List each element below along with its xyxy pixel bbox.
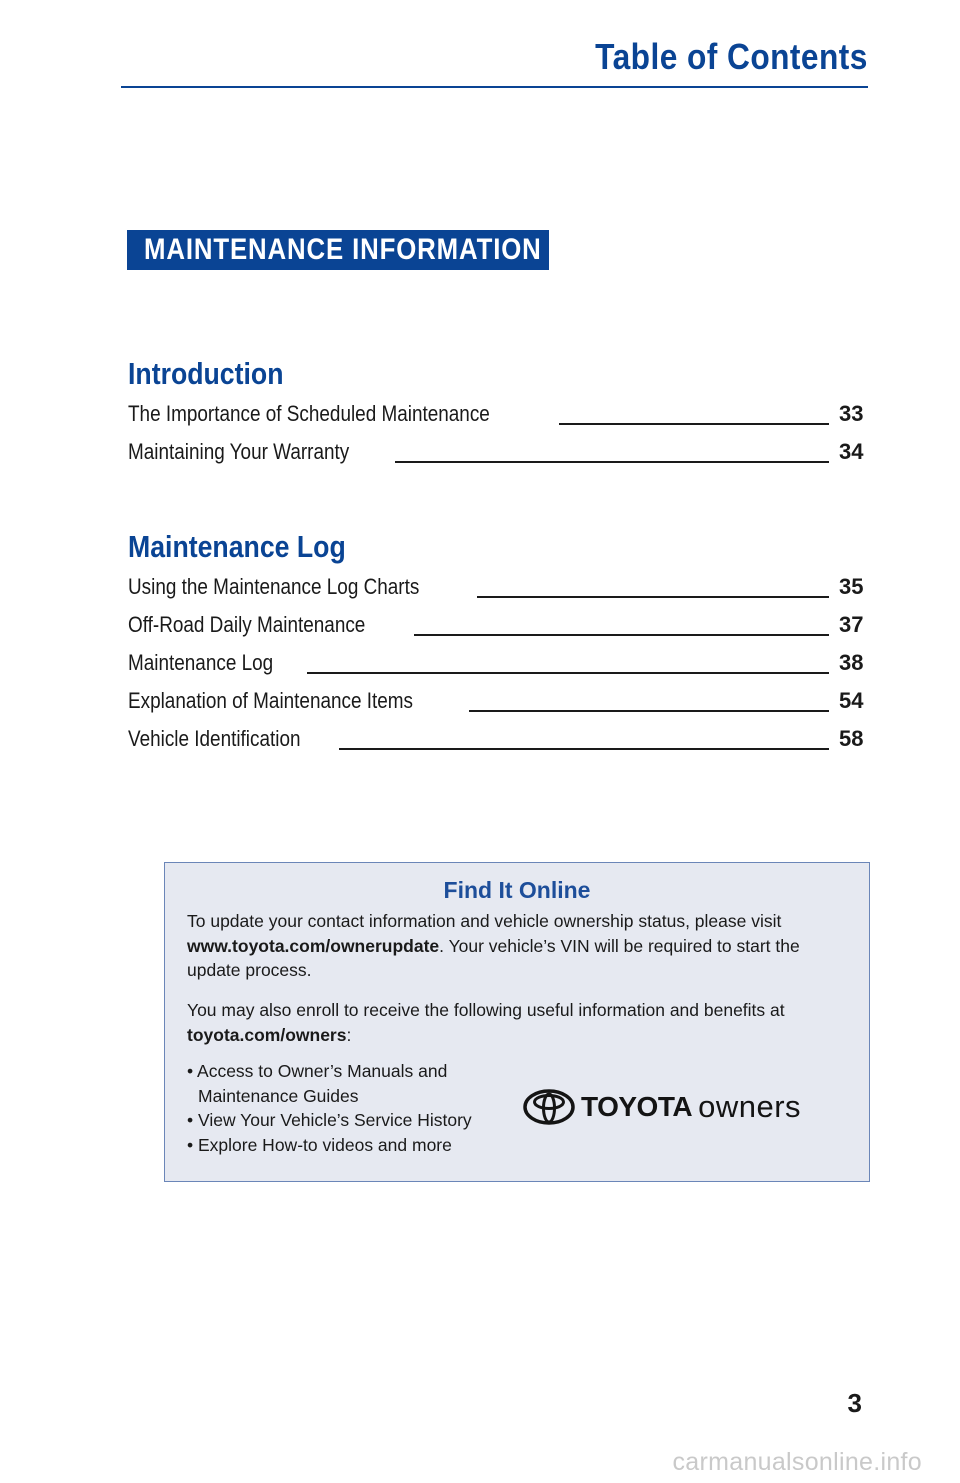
group-title-maintenance-log: Maintenance Log bbox=[128, 529, 346, 564]
logo-brand-text: TOYOTA bbox=[581, 1091, 693, 1122]
benefit-list bbox=[187, 1059, 507, 1157]
toc-entry-label: Maintaining Your Warranty bbox=[128, 439, 350, 464]
page-title: Table of Contents bbox=[595, 36, 868, 77]
find-online-title: Find It Online bbox=[443, 877, 591, 903]
owner-update-link[interactable]: www.toyota.com/ownerupdate bbox=[187, 935, 440, 956]
group-title-introduction: Introduction bbox=[128, 356, 284, 391]
section-banner bbox=[127, 230, 549, 270]
toc-entry-page: 54 bbox=[839, 688, 864, 713]
list-item: • Explore How-to videos and more bbox=[187, 1134, 452, 1155]
enroll-text-end: : bbox=[346, 1024, 352, 1045]
toc-entry-label: Maintenance Log bbox=[128, 650, 274, 675]
owner-update-text-start: To update your contact information and vehicle ownership status, please visit bbox=[187, 911, 782, 931]
toc-entry-page: 38 bbox=[839, 650, 864, 675]
toyota-emblem-icon bbox=[523, 1089, 575, 1125]
owners-link[interactable]: toyota.com/owners bbox=[187, 1024, 347, 1045]
toc-entry[interactable] bbox=[128, 572, 864, 600]
toc-entry-label: Using the Maintenance Log Charts bbox=[128, 574, 420, 599]
toc-leader-line bbox=[469, 710, 829, 712]
toc-entry-page: 35 bbox=[839, 574, 864, 599]
page-number: 3 bbox=[847, 1388, 862, 1418]
toc-entry-page: 34 bbox=[839, 439, 864, 464]
logo-suffix-text: owners bbox=[698, 1089, 802, 1124]
toc-entry-page: 37 bbox=[839, 612, 864, 637]
enroll-text-start: You may also enroll to receive the following useful information and benefits at bbox=[187, 1000, 785, 1020]
toc-entry-page: 58 bbox=[839, 726, 864, 751]
watermark: carmanualsonline.info bbox=[672, 1448, 922, 1476]
toc-entry-label: Off-Road Daily Maintenance bbox=[128, 612, 366, 637]
find-online-box bbox=[164, 862, 870, 1182]
toc-entry[interactable] bbox=[128, 399, 864, 427]
toc-leader-line bbox=[395, 461, 829, 463]
toc-leader-line bbox=[414, 634, 829, 636]
toc-leader-line bbox=[307, 672, 829, 674]
list-item: • View Your Vehicle’s Service History bbox=[187, 1110, 472, 1130]
toc-entry[interactable] bbox=[128, 686, 864, 714]
header-divider bbox=[121, 86, 868, 88]
list-item: • Access to Owner’s Manuals and Maintenance Guides bbox=[187, 1061, 448, 1106]
toc-entry[interactable] bbox=[128, 648, 864, 676]
toc-entry[interactable] bbox=[128, 437, 864, 465]
toc-entry-label: Vehicle Identification bbox=[128, 726, 301, 751]
toc-entry[interactable] bbox=[128, 724, 864, 752]
toc-entry[interactable] bbox=[128, 610, 864, 638]
toc-entry-label: The Importance of Scheduled Maintenance bbox=[128, 401, 490, 426]
toc-entry-label: Explanation of Maintenance Items bbox=[128, 688, 414, 713]
toc-leader-line bbox=[559, 423, 829, 425]
toc-leader-line bbox=[339, 748, 829, 750]
section-title: MAINTENANCE INFORMATION bbox=[144, 233, 542, 266]
owner-update-text bbox=[187, 909, 847, 983]
toc-leader-line bbox=[477, 596, 829, 598]
toc-entry-page: 33 bbox=[839, 401, 864, 426]
owner-update-text-end: . Your vehicle’s VIN will be required to start the update process. bbox=[187, 935, 800, 980]
enroll-text bbox=[187, 998, 847, 1047]
toyota-owners-logo bbox=[523, 1087, 823, 1127]
